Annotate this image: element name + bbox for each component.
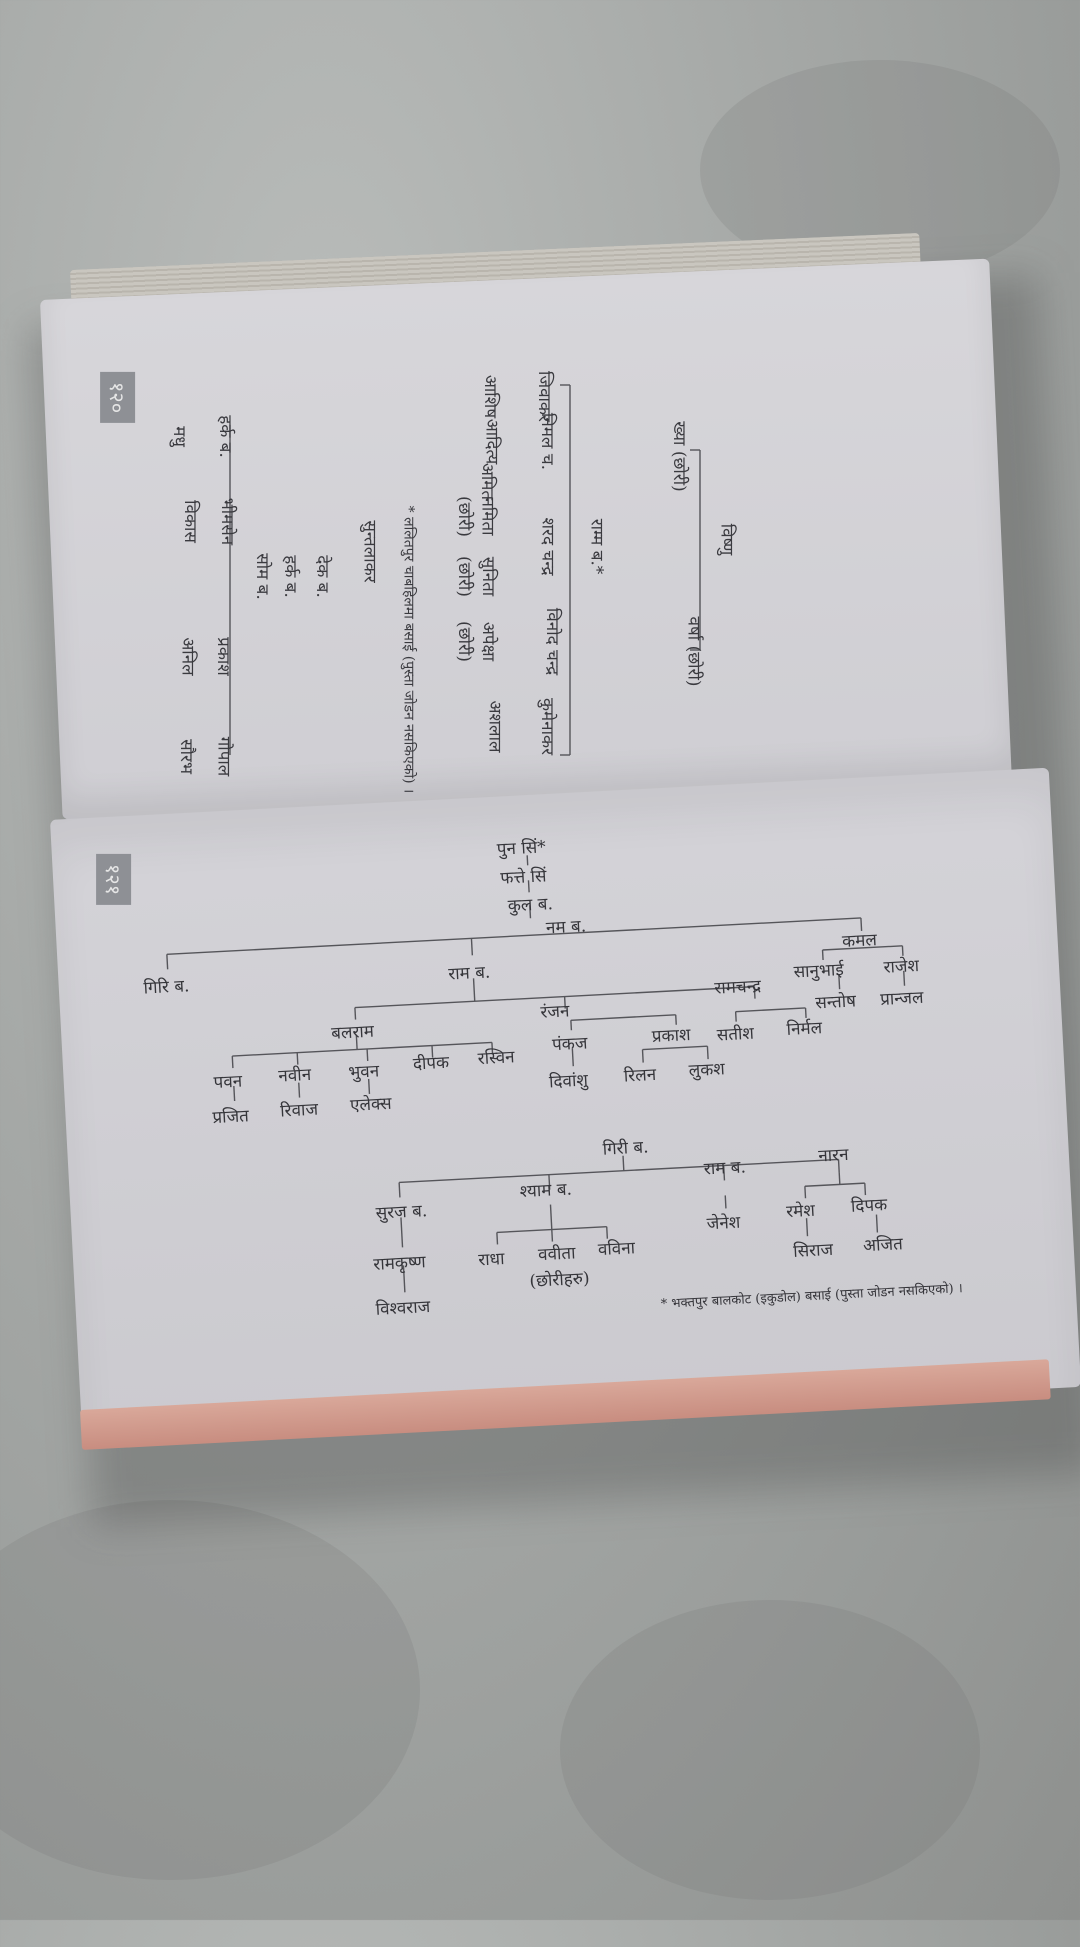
name-jenesh: जेनेश — [706, 1212, 741, 1235]
upper-name: अनिल — [177, 637, 198, 676]
name-riwaj: रिवाज — [279, 1099, 319, 1122]
upper-name: (छोरी) — [453, 621, 474, 662]
upper-name: विकास — [179, 500, 200, 543]
name-lukash: लुकश — [688, 1059, 726, 1082]
upper-footnote: * ललितपुर चाबहिलमा बसाई (पुस्ता जोडन नसकिएको) । — [400, 505, 417, 794]
upper-name: सौरभ — [175, 739, 196, 774]
name-ramesh: रमेश — [785, 1200, 816, 1223]
name-balram: बलराम — [330, 1021, 375, 1044]
name-giri-left: गिरि ब. — [143, 976, 190, 999]
upper-name: विनोद चन्द्र — [542, 607, 563, 676]
upper-name: वर्षा (छोरी) — [683, 616, 704, 687]
name-radha: राधा — [477, 1249, 506, 1271]
name-pawan: पवन — [213, 1071, 243, 1094]
upper-name: जिवाकर — [533, 371, 554, 422]
name-dipak: दीपक — [412, 1052, 450, 1075]
upper-name: देक ब. — [311, 555, 332, 598]
upper-name: आशिष — [480, 374, 501, 419]
name-fatte-sing: फत्ते सिं — [499, 866, 547, 889]
name-divanshu: दिवांशु — [548, 1070, 589, 1093]
upper-name: शरद चन्द्र — [537, 517, 558, 576]
upper-name: सुनिता — [478, 556, 499, 597]
name-ramkrishna: रामकृष्ण — [372, 1252, 427, 1275]
name-prakash: प्रकाश — [651, 1025, 692, 1048]
lower-footnote: * भक्तपुर बालकोट (इकुडोल) बसाई (पुस्ता जोडन नसकिएको) । — [660, 1281, 964, 1312]
upper-name: ख्या (छोरी) — [668, 421, 689, 492]
upper-name: विष्णु — [716, 523, 737, 556]
upper-name: निमल च. — [537, 412, 558, 471]
name-babita: ववीता — [537, 1243, 577, 1266]
name-raswin: रस्विन — [477, 1047, 516, 1070]
name-siraj: सिराज — [792, 1239, 834, 1262]
name-rilan: रिलन — [623, 1064, 657, 1087]
upper-name: कुमेनाकर — [537, 697, 558, 756]
name-vishwaraj: विश्वराज — [375, 1297, 431, 1320]
name-rajesh: राजेश — [883, 955, 920, 978]
upper-name: आदित्य — [481, 418, 502, 465]
upper-name: अपेक्षा — [478, 621, 499, 662]
upper-root: राम्म ब.* — [586, 518, 607, 575]
upper-name: सोम ब. — [251, 553, 272, 600]
upper-name: मधु — [168, 426, 189, 447]
upper-name: (छोरी) — [453, 496, 474, 537]
name-ajit: अजित — [862, 1234, 904, 1257]
name-shyam-ba: श्याम ब. — [519, 1179, 573, 1203]
name-ramchandra: रामचन्द्र — [713, 976, 762, 999]
name-nirmal: निर्मल — [786, 1018, 823, 1040]
name-kamal: कमल — [841, 930, 878, 952]
name-pankaj: पंकज — [551, 1033, 588, 1056]
upper-name: अमित — [477, 462, 498, 501]
upper-name: गोपाल — [213, 736, 234, 777]
upper-name: हर्क ब. — [214, 415, 235, 458]
upper-name: अशलाल — [484, 700, 505, 753]
name-prajit: प्रजित — [211, 1106, 250, 1129]
name-kul-ba: कुल ब. — [507, 894, 554, 917]
upper-name: (छोरी) — [453, 556, 474, 597]
upper-name: सुन्तलाकर — [359, 520, 380, 583]
name-babina: वविना — [597, 1238, 636, 1261]
name-suraj-ba: सुरज ब. — [375, 1201, 428, 1224]
name-alex: एलेक्स — [349, 1093, 393, 1116]
upper-name: हर्क ब. — [279, 555, 300, 598]
name-nawin: नवीन — [277, 1064, 312, 1087]
name-sanubhai: सानुभाई — [793, 959, 845, 983]
name-naran: नारन — [817, 1144, 850, 1167]
name-bhuwan: भुवन — [347, 1061, 380, 1083]
name-ram-ba-2: राम ब. — [703, 1157, 747, 1180]
name-ranjan: रंजन — [539, 1001, 570, 1023]
name-pranjal: प्रान्जल — [879, 987, 924, 1011]
name-santosh: सन्तोष — [814, 991, 857, 1014]
name-satish: सतीश — [716, 1023, 755, 1046]
upper-name: प्रकाश — [212, 637, 233, 676]
page-number-bottom: १२१ — [96, 854, 131, 905]
name-nam-ba: नम ब. — [545, 916, 587, 939]
upper-name: नमिता — [477, 497, 498, 536]
note-daughters: (छोरीहरु) — [528, 1268, 591, 1292]
page-number-top: १२० — [100, 372, 135, 423]
name-ram-ba: राम ब. — [447, 962, 491, 985]
name-giri-ba: गिरी ब. — [602, 1137, 650, 1160]
name-pun-sing: पुन सिं* — [496, 837, 547, 860]
upper-name: भीमसेन — [217, 497, 238, 546]
name-dipak-2: दिपक — [850, 1194, 888, 1217]
